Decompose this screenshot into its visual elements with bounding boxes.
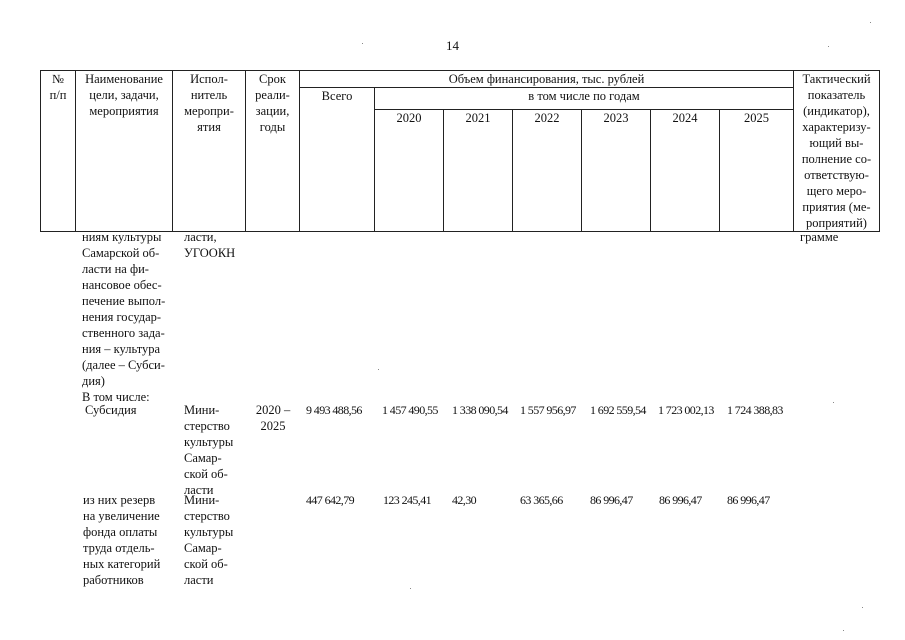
header-term: Срок реали- зации, годы: [246, 71, 300, 232]
scan-speck: [410, 588, 411, 589]
row-1-2022: 1 557 956,97: [520, 403, 576, 417]
row-1-2020: 1 457 490,55: [382, 403, 438, 417]
row-2-2023: 86 996,47: [590, 493, 633, 507]
continuation-executor: ласти, УГООКН: [184, 230, 236, 260]
header-by-years: в том числе по годам: [375, 88, 794, 110]
row-2-2024: 86 996,47: [659, 493, 702, 507]
header-financing: Объем финансирования, тыс. рублей: [300, 71, 794, 88]
row-2-2022: 63 365,66: [520, 493, 563, 507]
row-2-2021: 42,30: [452, 493, 477, 507]
row-1-2023: 1 692 559,54: [590, 403, 646, 417]
row-1-term: 2020 – 2025: [255, 403, 291, 433]
page-number: 14: [446, 38, 459, 53]
row-2-name: из них резерв на увеличение фонда оплаты труда отдель- ных категорий работников: [83, 493, 161, 587]
scan-speck: [833, 402, 834, 403]
table-header: [40, 70, 880, 232]
header-year-2025: 2025: [720, 110, 794, 232]
scan-speck: [870, 22, 871, 23]
header-year-2021: 2021: [444, 110, 513, 232]
row-2-2020: 123 245,41: [383, 493, 432, 507]
row-1-2021: 1 338 090,54: [452, 403, 508, 417]
header-year-2024: 2024: [651, 110, 720, 232]
row-2-executor: Мини- стерство культуры Самар- ской об- ласти: [184, 493, 234, 587]
header-total: Всего: [300, 88, 375, 232]
header-year-2020: 2020: [375, 110, 444, 232]
continuation-indicator: грамме: [800, 230, 839, 244]
header-year-2022: 2022: [513, 110, 582, 232]
row-1-executor: Мини- стерство культуры Самар- ской об- ласти: [184, 403, 234, 497]
scan-speck: [362, 43, 363, 44]
header-year-2023: 2023: [582, 110, 651, 232]
header-executor: Испол- нитель меропри- ятия: [173, 71, 246, 232]
scan-speck: [828, 46, 829, 47]
row-1-total: 9 493 488,56: [306, 403, 362, 417]
row-2-total: 447 642,79: [306, 493, 355, 507]
scan-speck: [843, 630, 844, 631]
row-1-name: Субсидия: [85, 403, 137, 417]
continuation-name: ниям культуры Самарской об- ласти на фи- нансовое обес- печение выпол- нения государ- ственного зада- ния – культура (далее – Субси- дия) В том числе:: [82, 230, 166, 404]
header-indicator: Тактический показатель (индикатор), характеризу- ющий вы- полнение со- ответствую- щего меро- приятия (ме- роприятий): [794, 71, 880, 232]
row-1-2025: 1 724 388,83: [727, 403, 783, 417]
scan-speck: [378, 369, 379, 370]
header-no: № п/п: [41, 71, 76, 232]
header-name: Наименование цели, задачи, мероприятия: [76, 71, 173, 232]
row-1-2024: 1 723 002,13: [658, 403, 714, 417]
row-2-2025: 86 996,47: [727, 493, 770, 507]
scan-speck: [862, 607, 863, 608]
